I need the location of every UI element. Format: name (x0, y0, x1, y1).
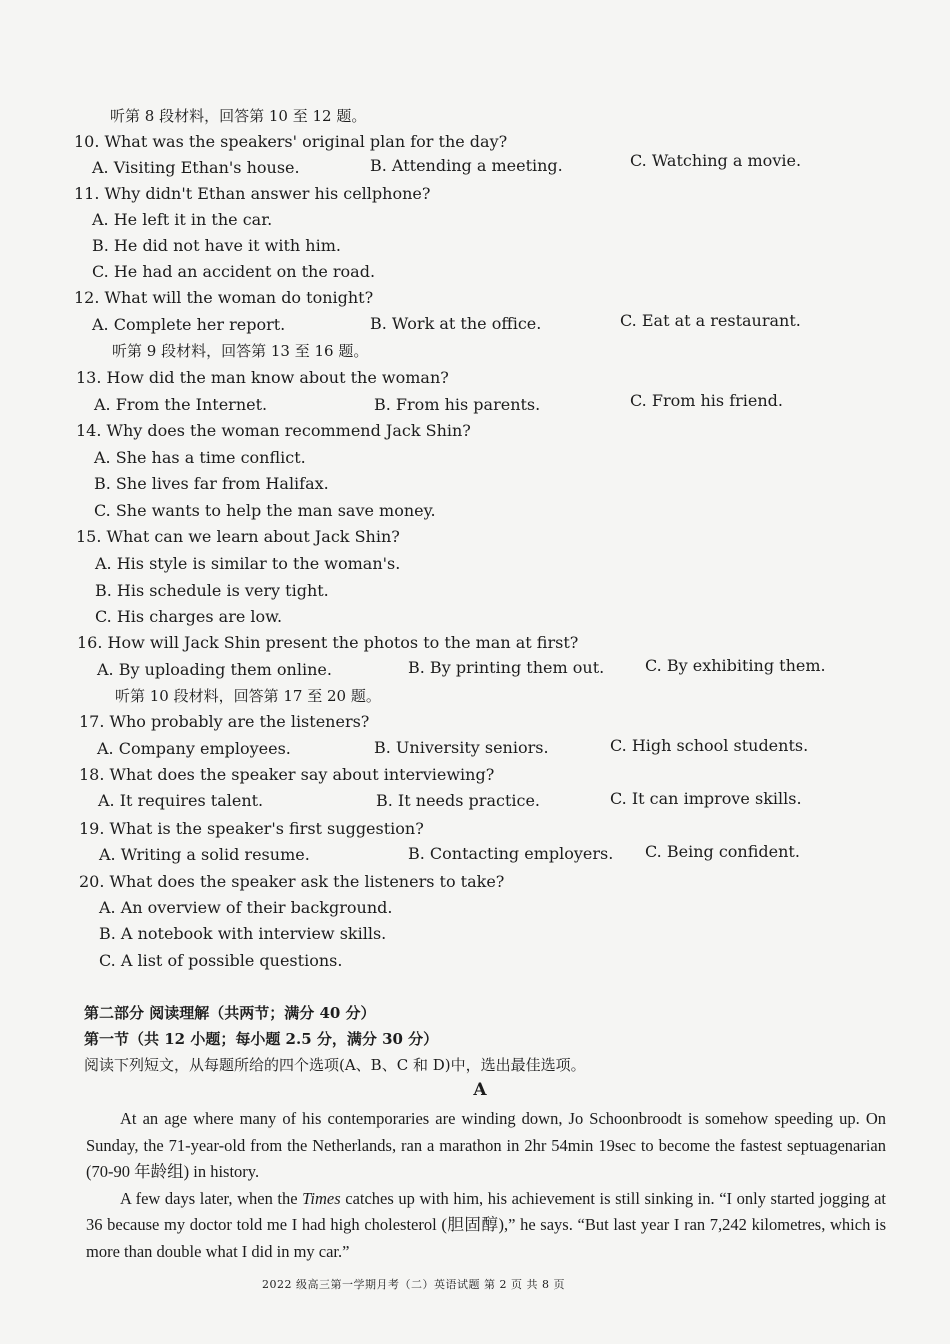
question-stem: 15. What can we learn about Jack Shin? (76, 527, 400, 546)
option-a: A. It requires talent. (98, 791, 264, 810)
option-a: A. She has a time conflict. (94, 448, 306, 467)
option-c: C. A list of possible questions. (99, 951, 343, 970)
section-heading: 听第 9 段材料，回答第 13 至 16 题。 (112, 342, 369, 360)
option-c: C. Watching a movie. (630, 151, 802, 170)
option-a: A. An overview of their background. (99, 898, 393, 917)
question-stem: 11. Why didn't Ethan answer his cellphone? (74, 184, 431, 203)
option-b: B. His schedule is very tight. (95, 581, 329, 600)
option-a: A. Visiting Ethan's house. (92, 158, 300, 177)
option-b: B. Attending a meeting. (370, 156, 563, 175)
option-c: C. Being confident. (645, 842, 800, 861)
instruction: 阅读下列短文，从每题所给的四个选项(A、B、C 和 D)中，选出最佳选项。 (84, 1056, 586, 1074)
question-stem: 13. How did the man know about the woman? (76, 368, 449, 387)
option-c: C. It can improve skills. (610, 789, 802, 808)
option-c: C. She wants to help the man save money. (94, 501, 436, 520)
question-stem: 17. Who probably are the listeners? (79, 712, 370, 731)
paragraph-2-rest: catches up with him, his achievement is still sinking in. “I only started jogging at 36 because my doctor told me I had high cholesterol (胆固醇),” he says. “But last year I ran 7,242 kilometres, which is more than double what I did in my car.” (86, 1188, 886, 1261)
paragraph-2 (86, 1186, 886, 1266)
question-stem: 18. What does the speaker say about interviewing? (79, 765, 495, 784)
option-c: C. His charges are low. (95, 607, 283, 626)
option-b: B. University seniors. (374, 738, 549, 757)
question-stem: 19. What is the speaker's first suggestion? (79, 819, 424, 838)
question-stem: 20. What does the speaker ask the listeners to take? (79, 872, 505, 891)
option-c: C. By exhibiting them. (645, 656, 826, 675)
option-b: B. From his parents. (374, 395, 541, 414)
section-heading: 听第 8 段材料，回答第 10 至 12 题。 (110, 107, 367, 125)
option-a: A. From the Internet. (94, 395, 268, 414)
option-c: C. High school students. (610, 736, 809, 755)
option-b: B. She lives far from Halifax. (94, 474, 329, 493)
option-a: A. Company employees. (97, 739, 291, 758)
option-c: C. Eat at a restaurant. (620, 311, 801, 330)
question-stem: 14. Why does the woman recommend Jack Shin? (76, 421, 471, 440)
part-title: 第二部分 阅读理解（共两节；满分 40 分） (84, 1004, 376, 1022)
option-b: B. He did not have it with him. (92, 236, 341, 255)
question-stem: 12. What will the woman do tonight? (74, 288, 374, 307)
passage-label: A (473, 1080, 487, 1100)
option-b: B. Work at the office. (370, 314, 542, 333)
passage-text (86, 1106, 886, 1265)
option-a: A. By uploading them online. (97, 660, 332, 679)
option-b: B. Contacting employers. (408, 844, 614, 863)
option-c: C. He had an accident on the road. (92, 262, 376, 281)
section-heading: 听第 10 段材料，回答第 17 至 20 题。 (115, 687, 381, 705)
option-b: B. It needs practice. (376, 791, 540, 810)
option-a: A. His style is similar to the woman's. (95, 554, 401, 573)
option-b: B. A notebook with interview skills. (99, 924, 387, 943)
paragraph-2-start: A few days later, when the (120, 1188, 303, 1208)
paragraph-1: At an age where many of his contemporaries are winding down, Jo Schoonbroodt is somehow speeding up. On Sunday, the 71-year-old from the Netherlands, ran a marathon in 2hr 54min 19sec to become the fastest septuagenarian (70-90 年龄组) in history. (86, 1109, 886, 1181)
option-b: B. By printing them out. (408, 658, 605, 677)
option-a: A. He left it in the car. (92, 210, 273, 229)
newspaper-name: Times (302, 1188, 341, 1208)
page-footer: 2022 级高三第一学期月考（二）英语试题 第 2 页 共 8 页 (262, 1278, 565, 1291)
option-a: A. Complete her report. (92, 315, 286, 334)
section-title: 第一节（共 12 小题；每小题 2.5 分，满分 30 分） (84, 1030, 439, 1048)
option-a: A. Writing a solid resume. (99, 845, 310, 864)
option-c: C. From his friend. (630, 391, 783, 410)
question-stem: 10. What was the speakers' original plan for the day? (74, 132, 508, 151)
question-stem: 16. How will Jack Shin present the photos to the man at first? (77, 633, 579, 652)
